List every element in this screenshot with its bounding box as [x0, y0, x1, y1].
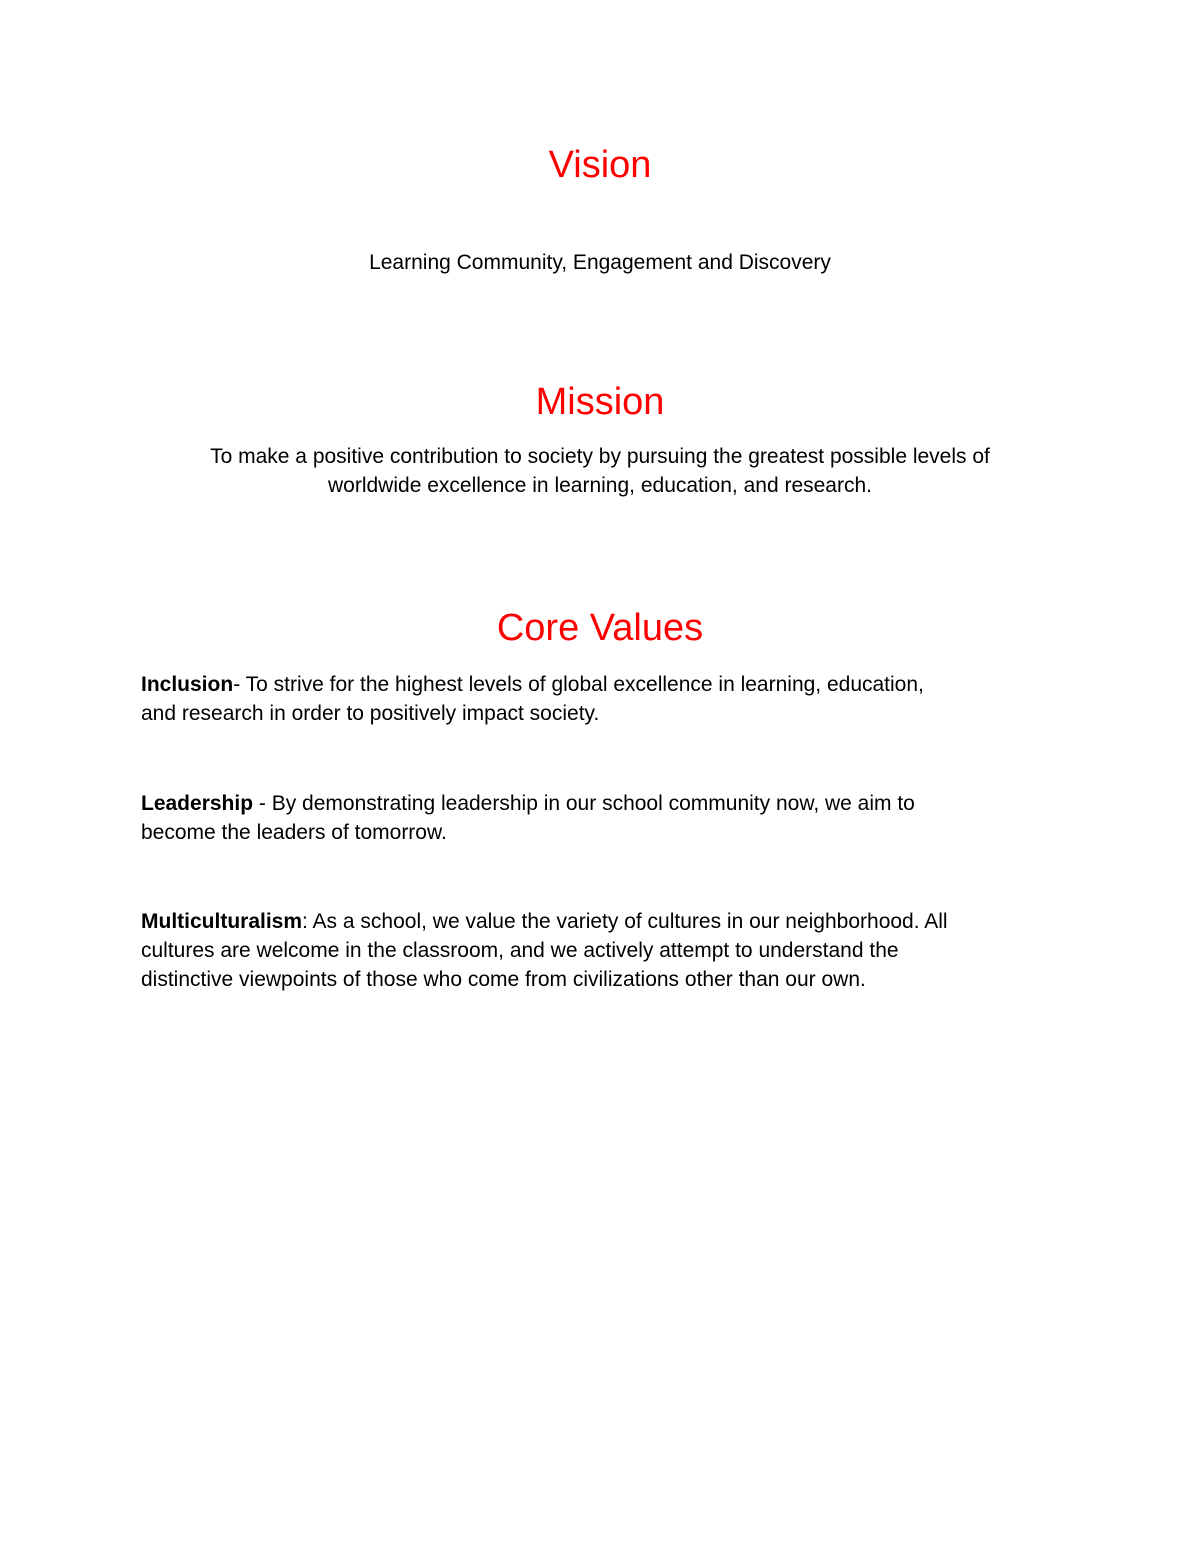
vision-heading: Vision [548, 144, 652, 186]
core-value-separator: - [253, 792, 272, 815]
mission-line-2: worldwide excellence in learning, education, and research. [328, 474, 872, 497]
core-value-inclusion [141, 670, 1061, 728]
core-value-multiculturalism [141, 907, 1061, 994]
core-value-term: Inclusion [141, 673, 234, 696]
core-value-separator: : [302, 910, 313, 933]
mission-heading: Mission [535, 381, 665, 423]
core-value-text: To strive for the highest levels of global excellence in learning, education, [245, 673, 924, 696]
core-value-line [141, 789, 1061, 818]
core-value-separator: - [233, 673, 246, 696]
core-value-term: Multiculturalism [141, 910, 303, 933]
core-value-term: Leadership [141, 792, 254, 815]
core-value-line [141, 907, 1061, 936]
core-value-leadership [141, 789, 1061, 847]
mission-statement [140, 442, 1060, 500]
core-value-line: become the leaders of tomorrow. [141, 821, 447, 844]
core-value-line: distinctive viewpoints of those who come from civilizations other than our own. [141, 968, 866, 991]
core-value-text: By demonstrating leadership in our school community now, we aim to [271, 792, 915, 815]
core-value-line: cultures are welcome in the classroom, and we actively attempt to understand the [141, 939, 899, 962]
core-value-text: As a school, we value the variety of cultures in our neighborhood. All [312, 910, 948, 933]
core-value-line: and research in order to positively impact society. [141, 702, 600, 725]
core-value-line [141, 670, 1061, 699]
vision-statement: Learning Community, Engagement and Discovery [369, 251, 831, 274]
core-values-heading: Core Values [496, 607, 704, 649]
mission-line-1: To make a positive contribution to society by pursuing the greatest possible levels of [210, 445, 990, 468]
